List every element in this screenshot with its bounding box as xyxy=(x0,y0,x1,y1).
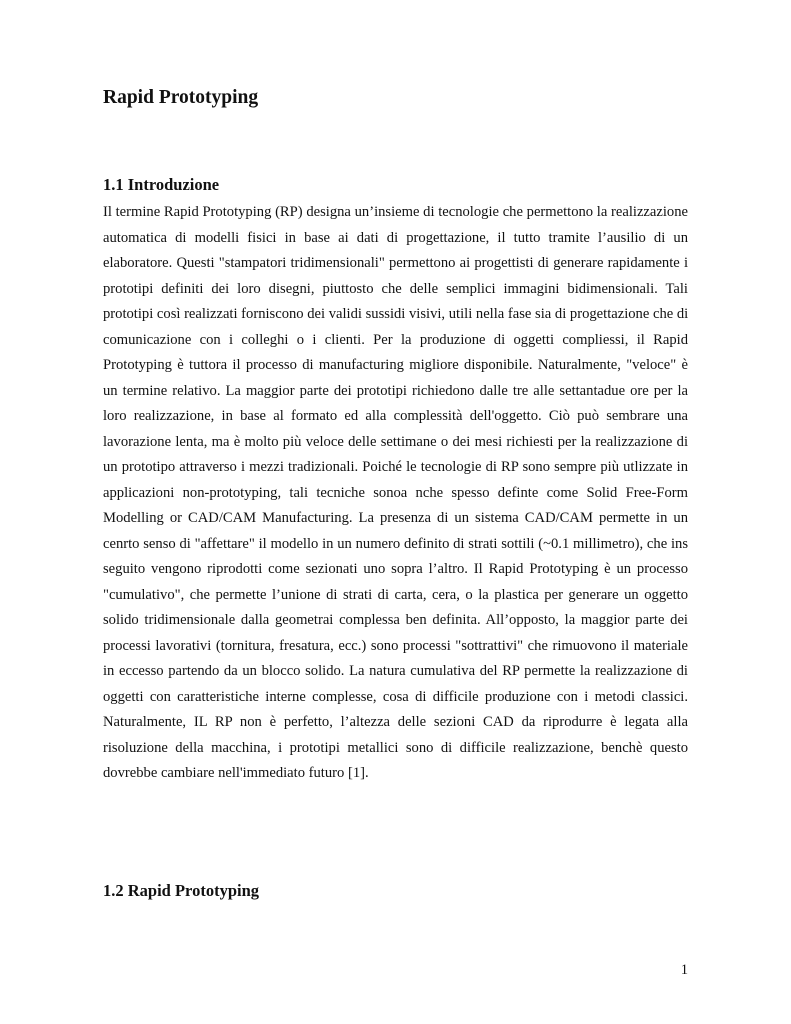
page-number: 1 xyxy=(680,962,688,978)
paragraph-line: risoluzione della macchina, i prototipi metallici sono di difficile realizzazione, benchè questo xyxy=(103,739,688,756)
document-title: Rapid Prototyping xyxy=(103,87,259,108)
paragraph-line: oggetti con caratteristiche interne complesse, cosa di difficile produzione con i metodi classici. xyxy=(103,688,688,705)
paragraph-line: un prototipo attraverso i mezzi tradizionali. Poiché le tecnologie di RP sono sempre più utlizzate in xyxy=(103,459,688,475)
paragraph-line: lavorazione lenta, ma è molto più veloce delle settimane o dei mesi richiesti per la realizzazione di xyxy=(103,433,688,450)
paragraph-line: un termine relativo. La maggior parte dei prototipi richiedono dalle tre alle settantadue ore per la xyxy=(103,382,688,399)
paragraph-line: prototipi definiti dei loro disegni, piuttosto che delle semplici immagini bidimensionali. Tali xyxy=(103,280,688,297)
paragraph-line: processi lavorativi (tornitura, fresatura, ecc.) sono processi "sottrattivi" che rimuovono il materiale xyxy=(103,637,688,654)
paragraph-line: Il termine Rapid Prototyping (RP) designa un’insieme di tecnologie che permettono la realizzazione xyxy=(103,204,688,220)
paragraph-line: solido tridimensionale dalla geometrai complessa ben definita. All’opposto, la maggior parte dei xyxy=(103,612,688,628)
paragraph-line: Modelling or CAD/CAM Manufacturing. La presenza di un sistema CAD/CAM permette in un xyxy=(103,510,688,526)
paragraph-line: automatica di modelli fisici in base ai dati di progettazione, il tutto tramite l’ausilio di un xyxy=(103,229,688,246)
paragraph-line: in eccesso partendo da un blocco solido. La natura cumulativa del RP permette la realizzazione di xyxy=(103,663,688,679)
section-heading-rapid-prototyping: 1.2 Rapid Prototyping xyxy=(103,881,260,900)
paragraph-line: applicazioni non-prototyping, tali tecniche sonoa nche spesso definte come Solid Free-Form xyxy=(103,484,688,501)
paragraph-line: cenrto senso di "affettare" il modello in un numero definito di strati sottili (~0.1 millimetro), che ins xyxy=(103,535,688,552)
paragraph-line: dovrebbe cambiare nell'immediato futuro [1]. xyxy=(103,765,369,781)
paragraph-line: Naturalmente, IL RP non è perfetto, l’altezza delle sezioni CAD da riprodurre è legata alla xyxy=(103,714,688,730)
paragraph-line: prototipi così realizzati forniscono dei validi sussidi visivi, utili nella fase sia di progettazione che di xyxy=(103,306,689,322)
paragraph-line: elaboratore. Questi "stampatori tridimensionali" permettono ai progettisti di generare rapidamente i xyxy=(103,255,688,271)
paragraph-line: Prototyping è tuttora il processo di manufacturing migliore disponibile. Naturalmente, "veloce" è xyxy=(103,357,688,373)
section-heading-introduzione: 1.1 Introduzione xyxy=(103,175,220,194)
paragraph-line: loro realizzazione, in base al formato ed alla complessità dell'oggetto. Ciò può sembrare una xyxy=(103,408,688,424)
introduzione-paragraph xyxy=(103,200,688,787)
paragraph-line: comunicazione con i colleghi o i clienti. Per la produzione di oggetti compliessi, il Rapid xyxy=(103,331,688,348)
paragraph-line: seguito vengono riprodotti come sezionati uno sopra l’altro. Il Rapid Prototyping è un processo xyxy=(103,561,688,577)
paragraph-line: "cumulativo", che permette l’unione di strati di carta, cera, o la plastica per generare un oggetto xyxy=(103,586,688,603)
